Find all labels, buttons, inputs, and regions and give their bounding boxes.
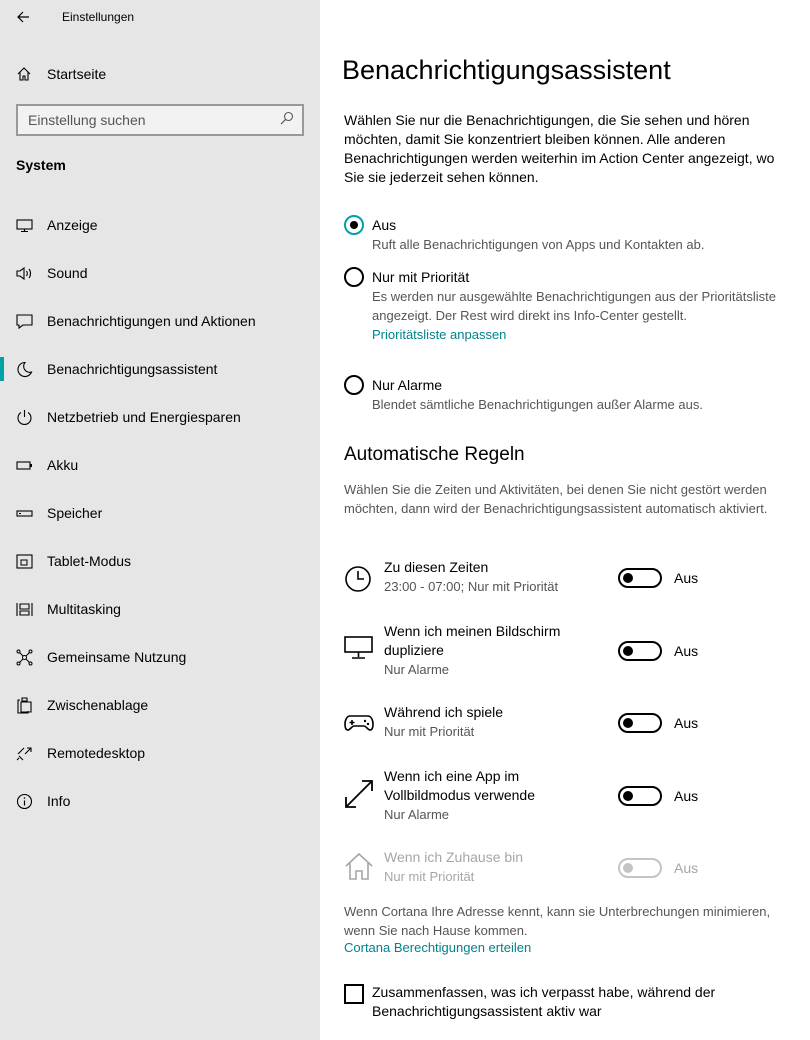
sidebar-item-akku[interactable] xyxy=(0,441,320,489)
auto-rules-title: Automatische Regeln xyxy=(344,444,525,465)
rule-subtitle: 23:00 - 07:00; Nur mit Priorität xyxy=(384,579,559,594)
sidebar-item-remotedesktop[interactable] xyxy=(0,729,320,777)
clock-icon xyxy=(344,564,374,599)
sidebar xyxy=(0,0,320,1040)
message-icon xyxy=(0,313,47,330)
sidebar-item-label: Sound xyxy=(47,265,88,281)
sidebar-item-tablet-modus[interactable] xyxy=(0,537,320,585)
toggle-switch xyxy=(618,858,662,878)
gamepad-icon xyxy=(344,707,374,742)
toggle-switch[interactable] xyxy=(618,713,662,733)
search-input[interactable] xyxy=(28,112,280,128)
sidebar-item-label: Info xyxy=(47,793,71,809)
radio-description: Ruft alle Benachrichtigungen von Apps und Kontakten ab. xyxy=(372,237,705,252)
nav-list xyxy=(0,201,320,825)
toggle-state: Aus xyxy=(674,860,699,876)
radio-description: Es werden nur ausgewählte Benachrichtigungen aus der Prioritätsliste angezeigt. Der Rest wird direkt ins Info-Center gestellt. xyxy=(372,289,776,323)
radio-button[interactable] xyxy=(344,267,364,287)
share-icon xyxy=(0,649,47,666)
radio-label: Nur mit Priorität xyxy=(372,269,470,285)
radio-description: Blendet sämtliche Benachrichtigungen außer Alarme aus. xyxy=(372,397,703,412)
sidebar-item-zwischenablage[interactable] xyxy=(0,681,320,729)
sidebar-item-multitasking[interactable] xyxy=(0,585,320,633)
app-title: Einstellungen xyxy=(62,10,135,24)
home-icon xyxy=(344,852,374,887)
sidebar-item-benachrichtigungsassistent[interactable] xyxy=(0,345,320,393)
sidebar-item-anzeige[interactable] xyxy=(0,201,320,249)
auto-rules-description: Wählen Sie die Zeiten und Aktivitäten, bei denen Sie nicht gestört werden möchten, dann wird der Benachrichtigungsassistent automatisch aktiviert. xyxy=(344,482,768,516)
radio-label: Nur Alarme xyxy=(372,377,443,393)
rule-title: Zu diesen Zeiten xyxy=(384,559,489,575)
summary-checkbox[interactable] xyxy=(344,984,364,1004)
rule-title: Wenn ich meinen Bildschirm dupliziere xyxy=(384,623,561,658)
remote-icon xyxy=(0,745,47,762)
toggle-switch[interactable] xyxy=(618,641,662,661)
sidebar-item-label: Netzbetrieb und Energiesparen xyxy=(47,409,241,425)
sidebar-item-speicher[interactable] xyxy=(0,489,320,537)
power-icon xyxy=(0,409,47,426)
monitor-icon xyxy=(344,632,374,667)
sidebar-item-home[interactable] xyxy=(0,56,320,92)
rule-subtitle: Nur Alarme xyxy=(384,807,450,822)
toggle-switch[interactable] xyxy=(618,786,662,806)
prioritaetsliste-link[interactable]: Prioritätsliste anpassen xyxy=(372,327,507,342)
rule-subtitle: Nur mit Priorität xyxy=(384,724,475,739)
tablet-icon xyxy=(0,553,47,570)
sidebar-item-info[interactable] xyxy=(0,777,320,825)
toggle-state: Aus xyxy=(674,570,699,586)
search-icon[interactable] xyxy=(280,111,294,130)
sidebar-item-label: Remotedesktop xyxy=(47,745,146,761)
rule-title: Wenn ich eine App im Vollbildmodus verwende xyxy=(384,768,535,803)
sidebar-item-label: Zwischenablage xyxy=(47,697,149,713)
sidebar-item-label: Speicher xyxy=(47,505,103,521)
toggle-state: Aus xyxy=(674,643,699,659)
back-arrow-icon xyxy=(16,10,30,24)
rule-title: Während ich spiele xyxy=(384,704,504,720)
sidebar-item-label: Benachrichtigungen und Aktionen xyxy=(47,313,256,329)
sidebar-item-label: Benachrichtigungsassistent xyxy=(47,361,218,377)
search-box[interactable] xyxy=(16,104,304,136)
section-title: System xyxy=(16,157,66,173)
summary-checkbox-label: Zusammenfassen, was ich verpasst habe, während der Benachrichtigungsassistent aktiv war xyxy=(372,984,716,1019)
battery-icon xyxy=(0,457,47,474)
toggle-switch[interactable] xyxy=(618,568,662,588)
rule-subtitle: Nur Alarme xyxy=(384,662,450,677)
rule-subtitle: Nur mit Priorität xyxy=(384,869,475,884)
fullscreen-arrow-icon xyxy=(344,779,374,814)
clipboard-icon xyxy=(0,697,47,714)
storage-icon xyxy=(0,505,47,522)
sidebar-item-benachrichtigungen[interactable] xyxy=(0,297,320,345)
sidebar-item-sound[interactable] xyxy=(0,249,320,297)
multitasking-icon xyxy=(0,601,47,618)
cortana-note: Wenn Cortana Ihre Adresse kennt, kann sie Unterbrechungen minimieren, wenn Sie nach Hause kommen. xyxy=(344,904,771,938)
sidebar-item-label: Anzeige xyxy=(47,217,98,233)
toggle-state: Aus xyxy=(674,715,699,731)
moon-icon xyxy=(0,361,47,378)
radio-button-checked[interactable] xyxy=(344,215,364,235)
sidebar-item-label: Startseite xyxy=(47,66,107,82)
back-button[interactable] xyxy=(0,0,46,34)
info-icon xyxy=(0,793,47,810)
sidebar-item-netzbetrieb[interactable] xyxy=(0,393,320,441)
sidebar-item-label: Multitasking xyxy=(47,601,121,617)
page-description: Wählen Sie nur die Benachrichtigungen, die Sie sehen und hören möchten, damit Sie konzentriert bleiben können. Alle anderen Benachrichtigungen werden weiterhin im Action Center angezeigt, wo Sie sie jederzeit sehen können. xyxy=(344,112,775,185)
sidebar-item-label: Akku xyxy=(47,457,79,473)
radio-label: Aus xyxy=(372,217,397,233)
rule-title: Wenn ich Zuhause bin xyxy=(384,849,524,865)
monitor-icon xyxy=(0,217,47,234)
toggle-state: Aus xyxy=(674,788,699,804)
speaker-icon xyxy=(0,265,47,282)
sidebar-item-label: Tablet-Modus xyxy=(47,553,132,569)
sidebar-item-gemeinsame-nutzung[interactable] xyxy=(0,633,320,681)
page-title: Benachrichtigungsassistent xyxy=(342,55,671,85)
radio-button[interactable] xyxy=(344,375,364,395)
title-bar xyxy=(0,0,320,34)
home-icon xyxy=(0,66,47,82)
cortana-permissions-link[interactable]: Cortana Berechtigungen erteilen xyxy=(344,940,532,955)
sidebar-item-label: Gemeinsame Nutzung xyxy=(47,649,187,665)
